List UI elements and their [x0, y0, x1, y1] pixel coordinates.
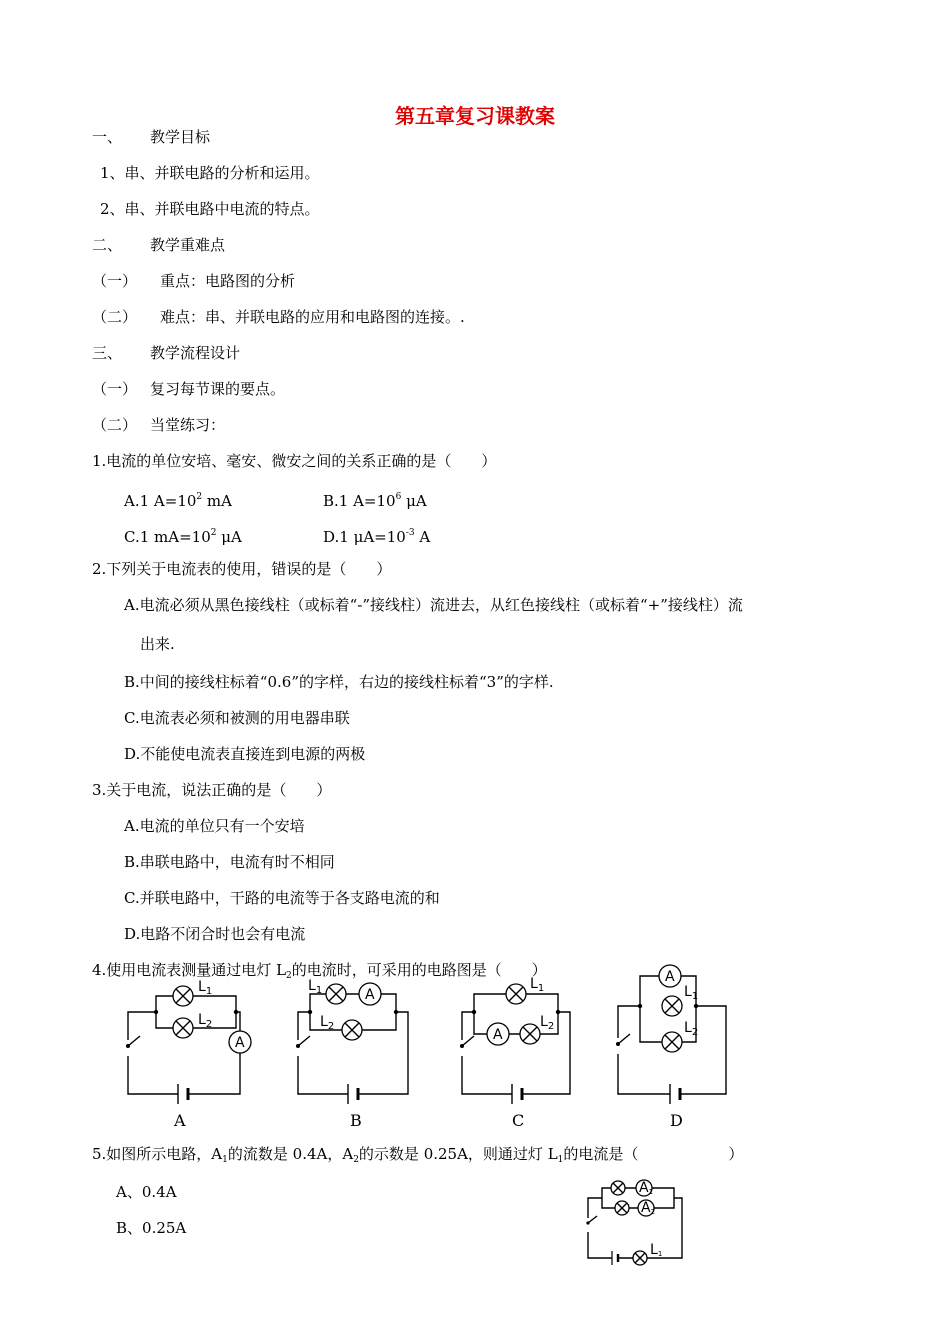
option-a: A.电流的单位只有一个安培 [124, 817, 305, 835]
section-number: 一、 [92, 128, 123, 146]
ammeter-icon [638, 1200, 655, 1216]
lamp-icon [615, 1201, 629, 1215]
lamp-icon [506, 984, 526, 1004]
option-a-continued: 出来. [140, 635, 175, 653]
circuit-diagram-d [608, 960, 748, 1110]
label-l2: $L_2$ [198, 1012, 213, 1030]
svg-text:A: A [365, 987, 375, 1003]
circuit-diagram-q5 [582, 1178, 692, 1268]
lamp-icon [520, 1024, 540, 1044]
option-a: A.电流必须从黑色接线柱（或标着“-”接线柱）流进去，从红色接线柱（或标着“+”接线柱）流 [124, 596, 743, 614]
circuit-caption: A [174, 1111, 186, 1130]
option-a: A.1 $A=10^2$ mA [124, 492, 232, 510]
svg-text:A: A [665, 969, 675, 985]
question-stem: 1.电流的单位安培、毫安、微安之间的关系正确的是（ ） [92, 452, 497, 470]
ammeter-icon [636, 1180, 653, 1196]
label-l1: $L_1$ [308, 978, 323, 996]
goal-item: 1、串、并联电路的分析和运用。 [100, 164, 320, 182]
option-b: B.串联电路中，电流有时不相同 [124, 853, 335, 871]
label-l1: $L_1$ [684, 984, 699, 1002]
subsection-number: （一） [92, 272, 138, 290]
subsection-text: 重点：电路图的分析 [160, 272, 296, 290]
subsection-text: 复习每节课的要点。 [150, 380, 286, 398]
option-c: C.1 $mA=10^2$ μA [124, 528, 242, 546]
label-l2: $L_2$ [320, 1014, 335, 1032]
option-b: B.1 $A=10^6$ μA [323, 492, 427, 510]
label-l1: L1 [650, 1242, 663, 1258]
label-l2: $L_2$ [684, 1020, 699, 1038]
section-number: 二、 [92, 236, 123, 254]
question-stem: 2.下列关于电流表的使用，错误的是（ ） [92, 560, 392, 578]
option-d: D.1 $\mu A=10^{-3}$ A [323, 528, 431, 546]
ammeter-icon [487, 1023, 509, 1045]
subsection-number: （二） [92, 416, 138, 434]
label-l1: $L_1$ [198, 979, 213, 997]
section-number: 三、 [92, 344, 123, 362]
subsection-text: 当堂练习： [150, 416, 226, 434]
svg-text:A1: A1 [639, 1180, 654, 1196]
option-c: C.电流表必须和被测的用电器串联 [124, 709, 350, 727]
ammeter-icon [359, 983, 381, 1005]
lamp-icon [342, 1020, 362, 1040]
page-title: 第五章复习课教案 [395, 104, 555, 128]
lamp-icon [633, 1251, 647, 1265]
lamp-icon [173, 1018, 193, 1038]
section-heading: 教学目标 [150, 128, 211, 146]
lamp-icon [326, 984, 346, 1004]
section-heading: 教学重难点 [150, 236, 226, 254]
question-stem: 4.使用电流表测量通过电灯 $L_2$的电流时，可采用的电路图是（ ） [92, 961, 547, 981]
circuit-caption: C [512, 1111, 525, 1130]
circuit-diagram-a [118, 978, 258, 1128]
subsection-number: （一） [92, 380, 138, 398]
option-d: D.电路不闭合时也会有电流 [124, 925, 306, 943]
subsection-number: （二） [92, 308, 138, 326]
lamp-icon [662, 1032, 682, 1052]
circuit-caption: B [350, 1111, 362, 1130]
option-b: B、0.25A [116, 1219, 187, 1237]
question-stem: 3.关于电流，说法正确的是（ ） [92, 781, 332, 799]
svg-text:A: A [493, 1027, 503, 1043]
circuit-diagram-c [452, 978, 592, 1128]
question-stem: 5.如图所示电路，$A_1$的流数是 0.4A，$A_2$的示数是 0.25A，则通过灯 $L_1$的电流是（ ） [92, 1145, 744, 1165]
svg-text:D: D [670, 1111, 683, 1130]
lamp-icon [173, 986, 193, 1006]
label-l1: $L_1$ [530, 976, 545, 994]
circuit-diagram-b [288, 978, 428, 1128]
ammeter-icon [229, 1031, 251, 1053]
option-a: A、0.4A [116, 1183, 177, 1201]
subsection-text: 难点：串、并联电路的应用和电路图的连接。. [160, 308, 465, 326]
svg-text:A2: A2 [641, 1200, 656, 1216]
svg-text:A: A [235, 1035, 245, 1051]
goal-item: 2、串、并联电路中电流的特点。 [100, 200, 320, 218]
section-heading: 教学流程设计 [150, 344, 241, 362]
label-l2: $L_2$ [540, 1014, 555, 1032]
option-b: B.中间的接线柱标着“0.6”的字样，右边的接线柱标着“3”的字样. [124, 673, 554, 691]
ammeter-icon [659, 965, 681, 987]
circuit-caption-d [670, 1109, 690, 1129]
lamp-icon [611, 1181, 625, 1195]
option-c: C.并联电路中，干路的电流等于各支路电流的和 [124, 889, 440, 907]
lamp-icon [662, 996, 682, 1016]
option-d: D.不能使电流表直接连到电源的两极 [124, 745, 366, 763]
